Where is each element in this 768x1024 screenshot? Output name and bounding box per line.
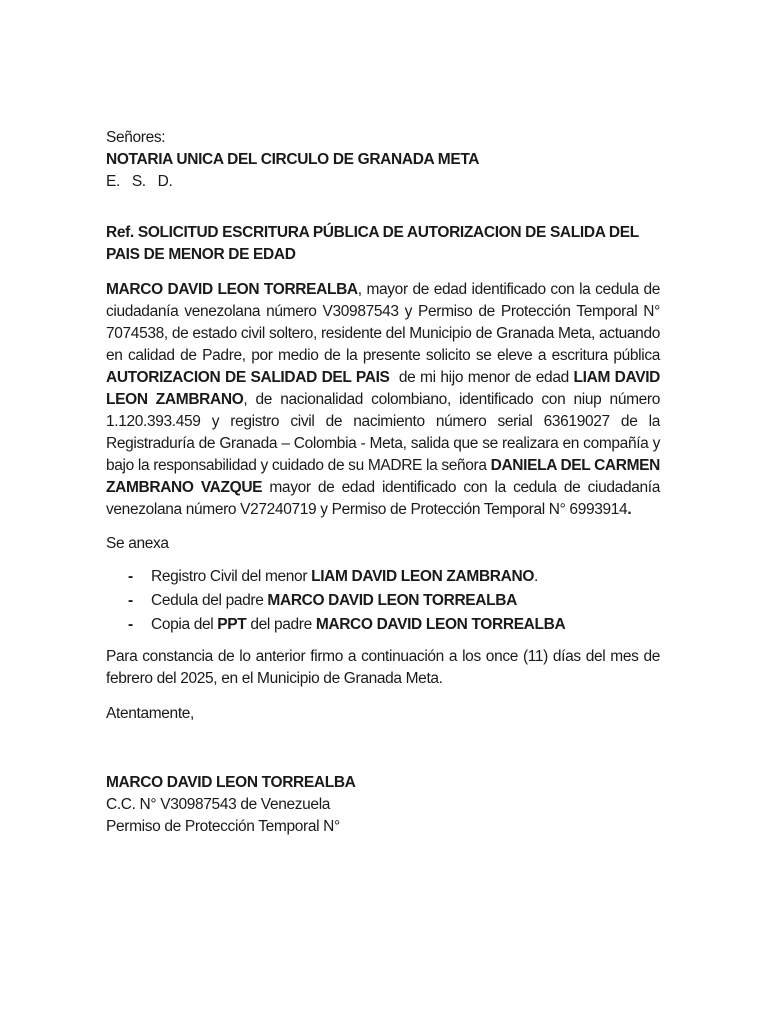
annex-item xyxy=(106,565,660,589)
annex-item xyxy=(106,613,660,637)
body-text-2: de mi hijo menor de edad xyxy=(389,369,574,386)
body-text-3: , de nacionalidad colombiano, identificado con niup número 1.120.393.459 y registro civil de nacimiento número serial 63619027 de la Registraduría de Granada – Colombia - Meta, salida que se realizara en compañía y bajo la responsabilidad y cuidado de su MADRE la señora xyxy=(106,391,660,474)
father-name: MARCO DAVID LEON TORREALBA xyxy=(106,281,358,298)
annex-bullet: - xyxy=(128,616,133,633)
salutation: Señores: xyxy=(106,129,166,146)
body-text-1: , mayor de edad identificado con la cedula de ciudadanía venezolana número V30987543 y Permiso de Protección Temporal N° 7074538, de estado civil soltero, residente del Municipio de Granada Meta, actuando en calidad de Padre, por medio de la presente solicito se eleve a escritura pública xyxy=(106,281,660,364)
addressee: NOTARIA UNICA DEL CIRCULO DE GRANADA META xyxy=(106,151,480,168)
signer-name: MARCO DAVID LEON TORREALBA xyxy=(106,774,356,791)
signature-block xyxy=(106,772,660,838)
annex-item-end: . xyxy=(534,568,538,585)
signer-permit: Permiso de Protección Temporal N° xyxy=(106,818,340,835)
body-text-4: mayor de edad identificado con la cedula de ciudadanía venezolana número V27240719 y Permiso de Protección Temporal N° 6993914 xyxy=(106,479,660,518)
annex-label: Se anexa xyxy=(106,535,169,552)
signer-id: C.C. N° V30987543 de Venezuela xyxy=(106,796,331,813)
annex-item-text: Copia del xyxy=(151,616,218,633)
annex-item xyxy=(106,589,660,613)
annex-item-mid: del padre xyxy=(246,616,316,633)
annex-item-bold: LIAM DAVID LEON ZAMBRANO xyxy=(311,568,535,585)
annex-bullet: - xyxy=(128,592,133,609)
reference-line xyxy=(106,222,660,266)
body-end-period: . xyxy=(627,501,632,518)
annex-item-bold: MARCO DAVID LEON TORREALBA xyxy=(267,592,517,609)
annex-bullet: - xyxy=(128,568,133,585)
child-name: LIAM DAVID LEON ZAMBRANO xyxy=(106,369,660,408)
reference-line-2: PAIS DE MENOR DE EDAD xyxy=(106,246,296,263)
esd-abbreviation: E. S. D. xyxy=(106,173,173,190)
annex-item-bold: PPT xyxy=(217,616,247,633)
annex-item-text: Cedula del padre xyxy=(151,592,268,609)
annex-item-text: Registro Civil del menor xyxy=(151,568,312,585)
regards: Atentamente, xyxy=(106,705,194,722)
closing-paragraph: Para constancia de lo anterior firmo a continuación a los once (11) días del mes de febrero del 2025, en el Municipio de Granada Meta. xyxy=(106,648,660,687)
annex-item-bold-2: MARCO DAVID LEON TORREALBA xyxy=(315,616,566,633)
annex-list xyxy=(106,565,660,637)
authorization-title: AUTORIZACION DE SALIDAD DEL PAIS xyxy=(106,369,390,386)
reference-line-1: Ref. SOLICITUD ESCRITURA PÚBLICA DE AUTORIZACION DE SALIDA DEL xyxy=(106,224,639,241)
letter-document xyxy=(106,127,660,838)
mother-name: DANIELA DEL CARMEN ZAMBRANO VAZQUE xyxy=(106,457,660,496)
body-paragraph xyxy=(106,279,660,521)
